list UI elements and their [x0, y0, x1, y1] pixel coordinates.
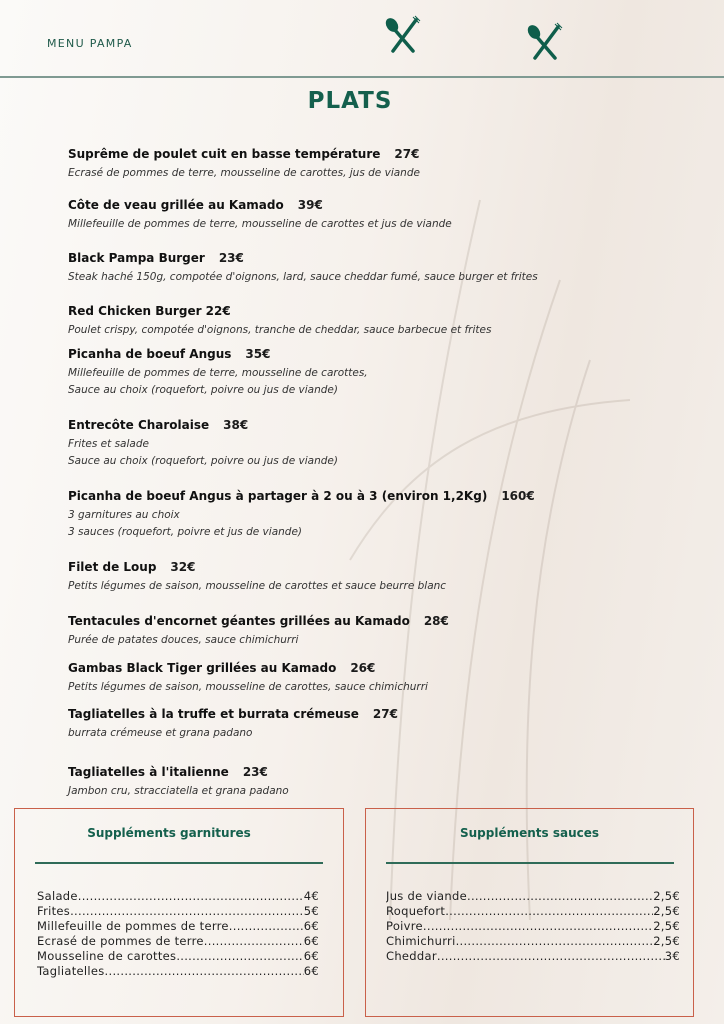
dish-description: 3 sauces (roquefort, poivre et jus de viande) — [68, 526, 302, 538]
dish-price: 23€ — [242, 765, 268, 779]
item-name: Millefeuille de pommes de terre — [37, 919, 229, 933]
dot-leader — [70, 904, 304, 919]
garnitures-box — [14, 808, 344, 1017]
dish-item — [68, 657, 428, 696]
dish-price: 38€ — [223, 418, 249, 432]
dish-description: Steak haché 150g, compotée d'oignons, lard, sauce cheddar fumé, sauce burger et frites — [68, 271, 538, 283]
sauces-divider — [386, 862, 674, 864]
section-title: PLATS — [307, 88, 393, 114]
dish-description: Jambon cru, stracciatella et grana padano — [68, 785, 289, 797]
sauces-item — [386, 904, 680, 919]
dish-item — [68, 485, 535, 541]
dish-description: Poulet crispy, compotée d'oignons, tranche de cheddar, sauce barbecue et frites — [68, 324, 492, 336]
dot-leader — [467, 889, 653, 904]
dish-name: Gambas Black Tiger grillées au Kamado — [68, 661, 337, 675]
garnitures-item — [37, 919, 319, 934]
item-price: 6€ — [303, 964, 319, 978]
item-name: Cheddar — [386, 949, 437, 963]
item-name: Poivre — [386, 919, 423, 933]
sauces-box — [365, 808, 694, 1017]
dot-leader — [423, 919, 653, 934]
item-price: 2,5€ — [653, 919, 680, 933]
dish-description: 3 garnitures au choix — [68, 509, 180, 521]
dish-name: Picanha de boeuf Angus — [68, 347, 232, 361]
dish-description: Ecrasé de pommes de terre, mousseline de carottes, jus de viande — [68, 167, 420, 179]
dish-price: 160€ — [501, 489, 535, 503]
dot-leader — [229, 919, 304, 934]
item-price: 6€ — [303, 919, 319, 933]
cutlery-icon — [525, 22, 565, 62]
dish-price: 35€ — [245, 347, 271, 361]
dot-leader — [105, 964, 304, 979]
dot-leader — [437, 949, 665, 964]
dot-leader — [204, 934, 304, 949]
dish-price: 23€ — [218, 251, 244, 265]
dish-price: 28€ — [423, 614, 449, 628]
dish-item — [68, 343, 368, 399]
dish-description: Purée de patates douces, sauce chimichurri — [68, 634, 299, 646]
item-name: Mousseline de carottes — [37, 949, 177, 963]
dish-description: Petits légumes de saison, mousseline de carottes, sauce chimichurri — [68, 681, 428, 693]
item-price: 4€ — [303, 889, 319, 903]
dish-price: 32€ — [170, 560, 196, 574]
item-name: Roquefort — [386, 904, 446, 918]
dish-price: 26€ — [350, 661, 376, 675]
dish-name: Tentacules d'encornet géantes grillées au Kamado — [68, 614, 410, 628]
garnitures-item — [37, 949, 319, 964]
garnitures-item — [37, 934, 319, 949]
garnitures-item — [37, 904, 319, 919]
item-price: 6€ — [303, 949, 319, 963]
dish-item — [68, 703, 398, 742]
item-price: 6€ — [303, 934, 319, 948]
dish-description: Millefeuille de pommes de terre, mousseline de carottes, — [68, 367, 368, 379]
cutlery-icon — [383, 15, 423, 55]
dish-name: Picanha de boeuf Angus à partager à 2 ou à 3 (environ 1,2Kg) — [68, 489, 488, 503]
dish-item — [68, 761, 289, 800]
item-name: Tagliatelles — [37, 964, 105, 978]
sauces-item — [386, 889, 680, 904]
dish-name: Suprême de poulet cuit en basse température — [68, 147, 381, 161]
dish-name: Black Pampa Burger — [68, 251, 205, 265]
dish-name: Tagliatelles à l'italienne — [68, 765, 229, 779]
garnitures-divider — [35, 862, 323, 864]
dish-item — [68, 300, 491, 339]
garnitures-title: Suppléments garnitures — [87, 826, 251, 840]
sauces-item — [386, 934, 680, 949]
sauces-item — [386, 949, 680, 964]
sauces-item — [386, 919, 680, 934]
dish-description: Sauce au choix (roquefort, poivre ou jus de viande) — [68, 384, 338, 396]
item-price: 2,5€ — [653, 934, 680, 948]
item-price: 2,5€ — [653, 889, 680, 903]
garnitures-item — [37, 889, 319, 904]
item-name: Chimichurri — [386, 934, 456, 948]
sauces-list — [386, 889, 680, 964]
dish-description: Millefeuille de pommes de terre, mousseline de carottes et jus de viande — [68, 218, 452, 230]
dot-leader — [445, 904, 653, 919]
dot-leader — [456, 934, 654, 949]
dish-item — [68, 247, 538, 286]
brand-label: MENU PAMPA — [47, 37, 133, 50]
dish-name: Tagliatelles à la truffe et burrata crémeuse — [68, 707, 359, 721]
dish-price: 27€ — [372, 707, 398, 721]
dot-leader — [78, 889, 304, 904]
dish-item — [68, 194, 452, 233]
item-price: 2,5€ — [653, 904, 680, 918]
sauces-title: Suppléments sauces — [459, 826, 600, 840]
dish-name: Entrecôte Charolaise — [68, 418, 210, 432]
dot-leader — [176, 949, 303, 964]
item-name: Ecrasé de pommes de terre — [37, 934, 204, 948]
dish-price: 27€ — [394, 147, 420, 161]
garnitures-item — [37, 964, 319, 979]
dish-description: Petits légumes de saison, mousseline de carottes et sauce beurre blanc — [68, 580, 447, 592]
dish-description: Sauce au choix (roquefort, poivre ou jus de viande) — [68, 455, 338, 467]
dish-item — [68, 414, 338, 470]
item-price: 3€ — [664, 949, 680, 963]
header-divider — [0, 76, 724, 78]
dish-item — [68, 143, 420, 182]
dish-name: Côte de veau grillée au Kamado — [68, 198, 284, 212]
dish-price: 39€ — [297, 198, 323, 212]
dish-item — [68, 556, 446, 595]
item-name: Frites — [37, 904, 71, 918]
dish-description: burrata crémeuse et grana padano — [68, 727, 253, 739]
dish-item — [68, 610, 449, 649]
dish-description: Frites et salade — [68, 438, 149, 450]
item-price: 5€ — [303, 904, 319, 918]
item-name: Jus de viande — [386, 889, 467, 903]
garnitures-list — [37, 889, 319, 979]
item-name: Salade — [37, 889, 78, 903]
dish-name: Filet de Loup — [68, 560, 157, 574]
dish-name: Red Chicken Burger 22€ — [68, 304, 231, 318]
